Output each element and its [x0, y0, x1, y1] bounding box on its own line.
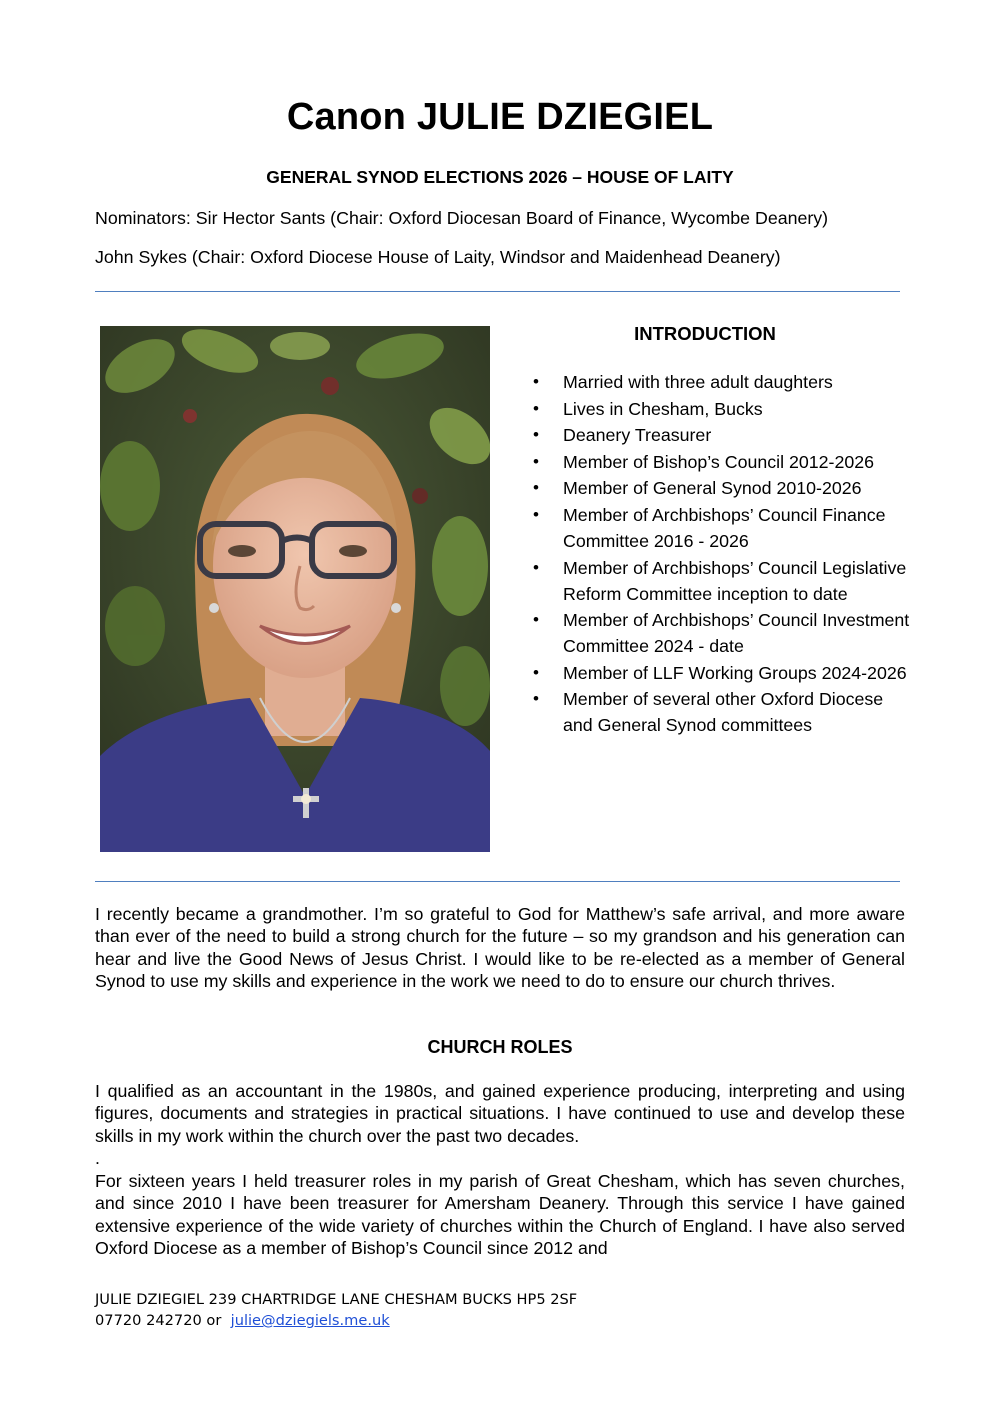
stray-dot: . — [95, 1148, 100, 1168]
church-roles-heading: CHURCH ROLES — [427, 1037, 573, 1057]
list-item-text: Member of LLF Working Groups 2024-2026 — [563, 662, 907, 683]
divider-top — [95, 291, 900, 292]
list-item — [530, 686, 910, 738]
list-item-text: Lives in Chesham, Bucks — [563, 398, 763, 419]
list-item-text: Member of General Synod 2010-2026 — [563, 478, 862, 499]
bullet-icon: • — [533, 557, 539, 577]
candidate-photo — [100, 326, 490, 852]
bullet-icon: • — [533, 689, 539, 709]
footer-contact — [95, 1312, 390, 1329]
page-title: Canon JULIE DZIEGIEL — [286, 96, 714, 138]
bullet-icon: • — [533, 398, 539, 418]
election-subtitle: GENERAL SYNOD ELECTIONS 2026 – HOUSE OF LAITY — [266, 167, 734, 187]
list-item — [530, 369, 910, 395]
bullet-icon: • — [533, 610, 539, 630]
footer-or: or — [201, 1312, 226, 1329]
list-item — [530, 660, 910, 686]
bullet-icon: • — [533, 451, 539, 471]
list-item-text: Member of Archbishops’ Council Finance Committee 2016 - 2026 — [563, 504, 886, 551]
list-item — [530, 422, 910, 448]
divider-middle — [95, 881, 900, 882]
list-item-text: Married with three adult daughters — [563, 372, 833, 392]
footer-phone: 07720 242720 — [95, 1312, 202, 1329]
bullet-icon: • — [533, 504, 539, 524]
bullet-icon: • — [533, 662, 539, 682]
treasurer-paragraph: For sixteen years I held treasurer roles in my parish of Great Chesham, which has seven churches, and since 2010 I have been treasurer for Amersham Deanery. Through this service I have gained extensive experience of the wide variety of churches within the Church of England. I have also served Oxford Diocese as a member of Bishop’s Council since 2012 and — [95, 1171, 905, 1258]
bullet-icon: • — [533, 478, 539, 498]
bullet-icon: • — [533, 372, 539, 391]
list-item — [530, 555, 910, 607]
list-item — [530, 502, 910, 554]
bullet-icon: • — [533, 425, 539, 445]
introduction-heading: INTRODUCTION — [634, 323, 776, 344]
footer-address: JULIE DZIEGIEL 239 CHARTRIDGE LANE CHESHAM BUCKS HP5 2SF — [95, 1291, 578, 1308]
intro-paragraph: I recently became a grandmother. I’m so grateful to God for Matthew’s safe arrival, and more aware than ever of the need to build a strong church for the future – so my grandson and his generation can hear and live the Good News of Jesus Christ. I would like to be re-elected as a member of General Synod to use my skills and experience in the work we need to do to ensure our church thrives. — [95, 904, 905, 991]
list-item-text: Member of Archbishops’ Council Legislative Reform Committee inception to date — [563, 557, 907, 604]
list-item — [530, 607, 910, 659]
list-item-text: Member of Archbishops’ Council Investment Committee 2024 - date — [563, 610, 910, 657]
nominator-line-1: Nominators: Sir Hector Sants (Chair: Oxford Diocesan Board of Finance, Wycombe Deanery) — [95, 208, 829, 228]
list-item-text: Member of several other Oxford Diocese and General Synod committees — [563, 689, 884, 736]
nominator-line-2: John Sykes (Chair: Oxford Diocese House of Laity, Windsor and Maidenhead Deanery) — [95, 247, 781, 267]
list-item — [530, 449, 910, 475]
list-item — [530, 475, 910, 501]
qualification-paragraph: I qualified as an accountant in the 1980s, and gained experience producing, interpreting and using figures, documents and strategies in practical situations. I have continued to use and develop these skills in my work within the church over the past two decades. — [95, 1081, 905, 1146]
introduction-list — [530, 369, 910, 739]
list-item — [530, 396, 910, 422]
email-link[interactable]: julie@dziegiels.me.uk — [230, 1312, 390, 1329]
list-item-text: Deanery Treasurer — [563, 425, 712, 446]
list-item-text: Member of Bishop’s Council 2012-2026 — [563, 451, 875, 472]
